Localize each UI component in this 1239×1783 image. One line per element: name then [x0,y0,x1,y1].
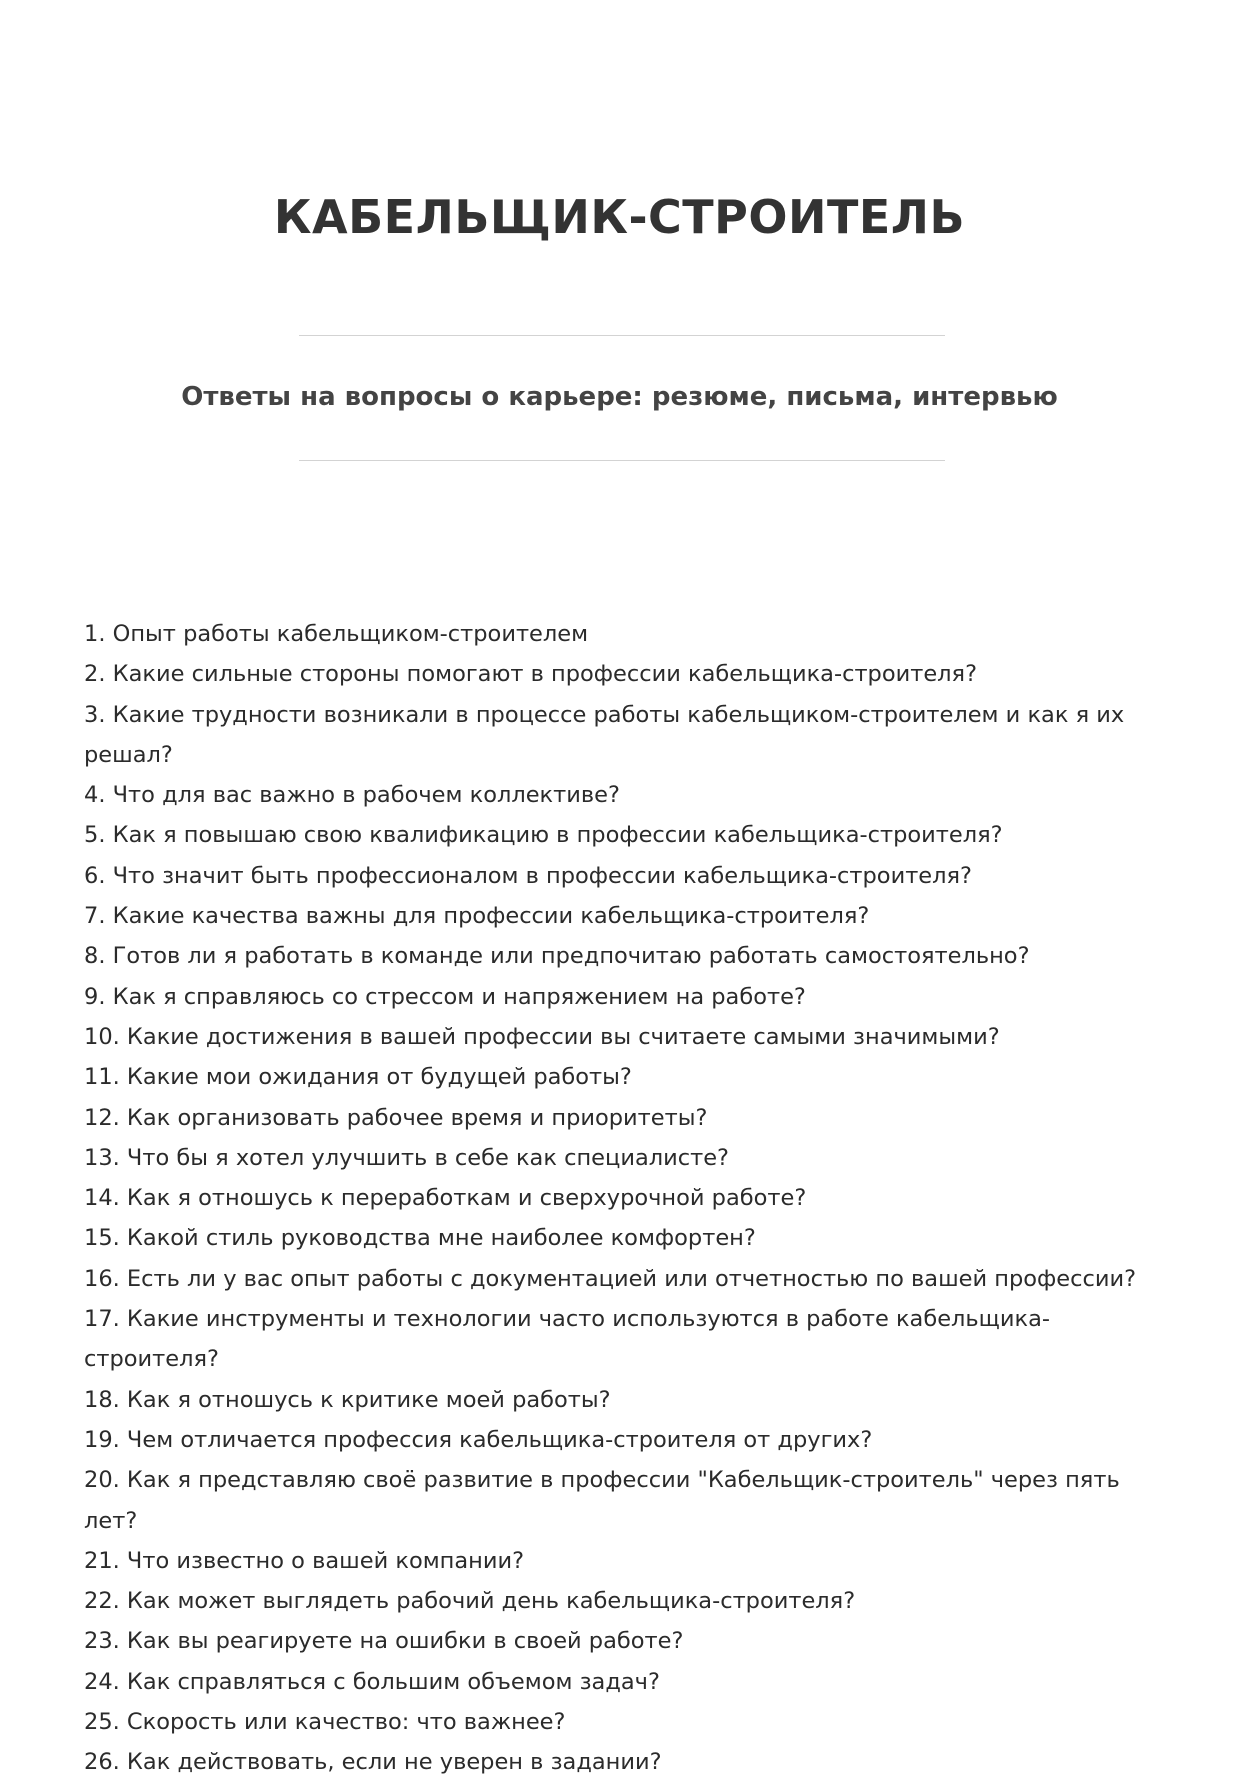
question-item [84,1299,1164,1380]
question-text: 22. Как может выглядеть рабочий день кабельщика-строителя? [84,1588,856,1615]
question-text: 18. Как я отношусь к критике моей работы? [84,1386,611,1413]
question-text: 26. Как действовать, если не уверен в задании? [84,1749,662,1776]
question-text: 6. Что значит быть профессионалом в профессии кабельщика-строителя? [84,862,973,889]
question-text: 7. Какие качества важны для профессии кабельщика-строителя? [84,903,870,930]
question-text: 25. Скорость или качество: что важнее? [84,1709,566,1736]
question-item [84,1380,1164,1420]
question-text: 21. Что известно о вашей компании? [84,1547,525,1574]
question-item [84,815,1164,855]
question-list [84,614,1164,1783]
question-item [84,1662,1164,1702]
question-item [84,1742,1164,1782]
question-text: 24. Как справляться с большим объемом задач? [84,1668,660,1695]
question-text: 13. Что бы я хотел улучшить в себе как специалисте? [84,1144,729,1171]
page-title: КАБЕЛЬЩИК-СТРОИТЕЛЬ [273,190,966,244]
question-item [84,896,1164,936]
question-item [84,1581,1164,1621]
page-subtitle: Ответы на вопросы о карьере: резюме, письма, интервью [181,382,1058,412]
question-text: 15. Какой стиль руководства мне наиболее комфортен? [84,1225,756,1252]
question-item [84,856,1164,896]
question-text: 12. Как организовать рабочее время и приоритеты? [84,1104,708,1131]
question-item [84,1259,1164,1299]
question-text: 8. Готов ли я работать в команде или предпочитаю работать самостоятельно? [84,943,1030,970]
question-item [84,775,1164,815]
question-text: 5. Как я повышаю свою квалификацию в профессии кабельщика-строителя? [84,822,1003,849]
question-text: 9. Как я справляюсь со стрессом и напряжением на работе? [84,983,806,1010]
question-item [84,1541,1164,1581]
question-item [84,1098,1164,1138]
question-item [84,1460,1164,1541]
question-item [84,936,1164,976]
question-item [84,614,1164,654]
divider-bottom [299,460,945,461]
question-item [84,1218,1164,1258]
question-text: 23. Как вы реагируете на ошибки в своей работе? [84,1628,684,1655]
question-item [84,1017,1164,1057]
question-text: 1. Опыт работы кабельщиком-строителем [84,621,589,647]
question-text: 3. Какие трудности возникали в процессе работы кабельщиком-строителем и как я их решал? [84,701,1125,768]
question-text: 19. Чем отличается профессия кабельщика-строителя от других? [84,1426,873,1453]
question-text: 4. Что для вас важно в рабочем коллективе? [84,782,620,809]
question-item [84,977,1164,1017]
divider-top [299,335,945,336]
question-text: 10. Какие достижения в вашей профессии вы считаете самыми значимыми? [84,1023,1000,1050]
question-text: 17. Какие инструменты и технологии часто используются в работе кабельщика-строителя? [84,1306,1050,1373]
question-item [84,1702,1164,1742]
question-item [84,1178,1164,1218]
question-item [84,695,1164,776]
question-item [84,654,1164,694]
question-text: 2. Какие сильные стороны помогают в профессии кабельщика-строителя? [84,661,978,688]
question-text: 14. Как я отношусь к переработкам и сверхурочной работе? [84,1185,807,1212]
question-item [84,1420,1164,1460]
question-text: 16. Есть ли у вас опыт работы с документацией или отчетностью по вашей профессии? [84,1265,1137,1292]
question-text: 20. Как я представляю своё развитие в профессии "Кабельщик-строитель" через пять лет? [84,1467,1120,1534]
question-item [84,1138,1164,1178]
question-item [84,1057,1164,1097]
question-item [84,1621,1164,1661]
question-text: 11. Какие мои ожидания от будущей работы? [84,1064,632,1091]
